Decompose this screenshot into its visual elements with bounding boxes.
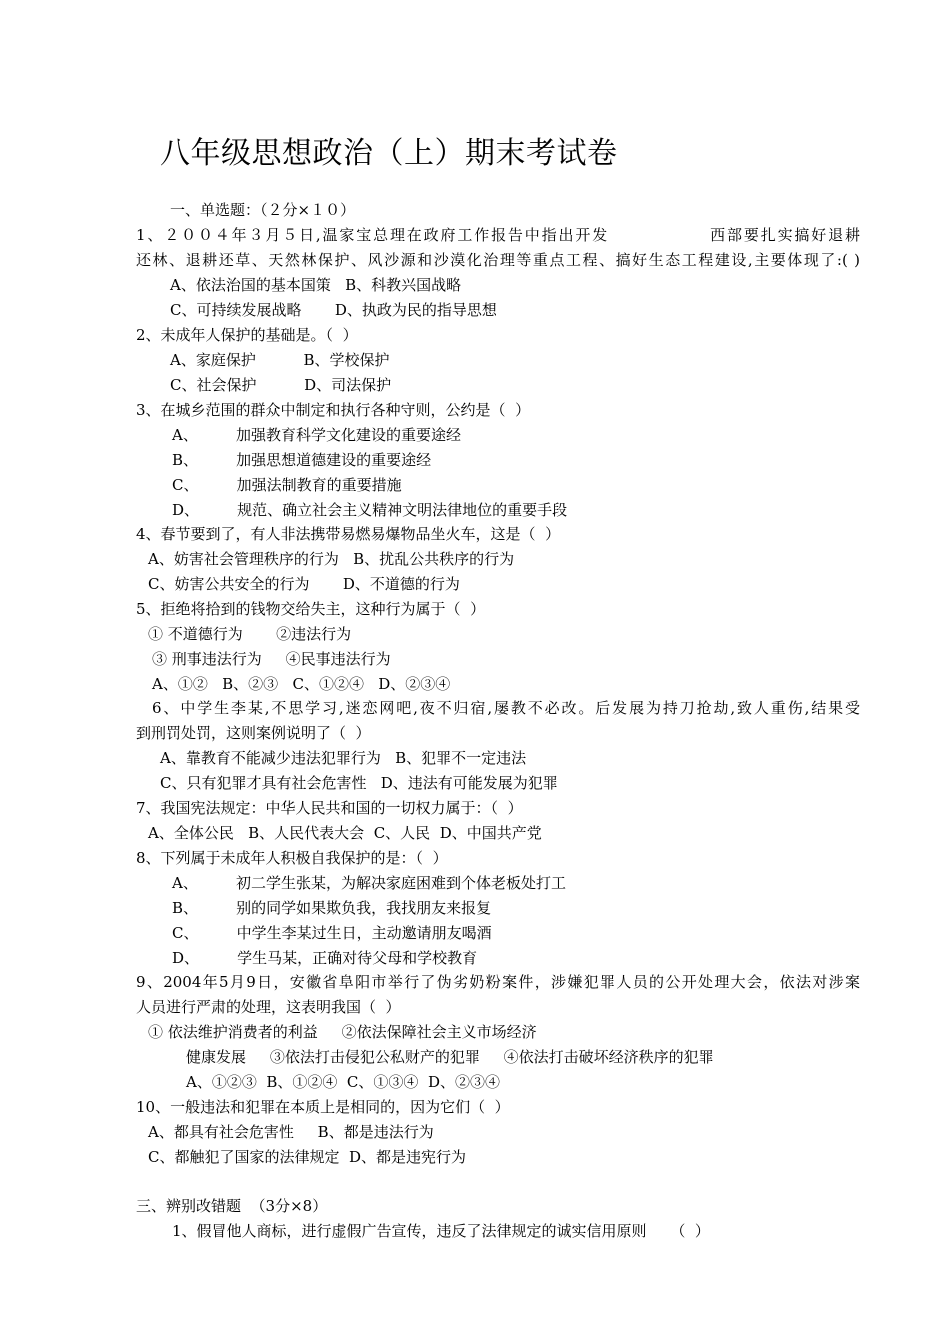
- question-9-statements-12: ① 依法维护消费者的利益 ②依法保障社会主义市场经济: [148, 1023, 537, 1041]
- question-10-stem: 10、一般违法和犯罪在本质上是相同的，因为它们（ ）: [136, 1098, 510, 1116]
- section-heading-single-choice: 一、单选题：（２分×１０）: [170, 201, 356, 219]
- question-1-options-ab: A、依法治国的基本国策 B、科教兴国战略: [170, 276, 462, 294]
- question-5-statements-12: ① 不道德行为 ②违法行为: [148, 625, 352, 643]
- correction-item-1: 1、假冒他人商标，进行虚假广告宣传，违反了法律规定的诚实信用原则 （ ）: [172, 1222, 710, 1240]
- question-9-statements-34: 健康发展 ③依法打击侵犯公私财产的犯罪 ④依法打击破坏经济秩序的犯罪: [186, 1048, 714, 1066]
- question-9-choices: A、①②③ B、①②④ C、①③④ D、②③④: [186, 1073, 500, 1091]
- question-8-option-b: B、 别的同学如果欺负我，我找朋友来报复: [172, 899, 492, 917]
- question-9-line-2: 人员进行严肃的处理，这表明我国（ ）: [136, 998, 401, 1016]
- question-2-options-ab: A、家庭保护 B、学校保护: [170, 351, 390, 369]
- question-3-option-a: A、 加强教育科学文化建设的重要途经: [172, 426, 461, 444]
- question-6-line-2: 到刑罚处罚，这则案例说明了（ ）: [136, 724, 371, 742]
- question-5-statements-34: ③ 刑事违法行为 ④民事违法行为: [152, 650, 391, 668]
- question-3-option-c: C、 加强法制教育的重要措施: [172, 476, 402, 494]
- question-2-options-cd: C、社会保护 D、司法保护: [170, 376, 392, 394]
- question-3-stem: 3、在城乡范围的群众中制定和执行各种守则，公约是（ ）: [136, 401, 531, 419]
- question-6-options-cd: C、只有犯罪才具有社会危害性 D、违法有可能发展为犯罪: [160, 774, 558, 792]
- question-9-line-1: 9、2004年5月9日，安徽省阜阳市举行了伪劣奶粉案件，涉嫌犯罪人员的公开处理大会，依法对涉案: [136, 973, 860, 991]
- question-3-option-d: D、 规范、确立社会主义精神文明法律地位的重要手段: [172, 501, 568, 519]
- question-7-options: A、全体公民 B、人民代表大会 C、人民 D、中国共产党: [148, 824, 542, 842]
- question-4-stem: 4、春节要到了，有人非法携带易燃易爆物品坐火车，这是（ ）: [136, 525, 561, 543]
- exam-title: 八年级思想政治（上）期末考试卷: [160, 136, 618, 171]
- question-8-stem: 8、下列属于未成年人积极自我保护的是：（ ）: [136, 849, 448, 867]
- question-6-line-1: 6、中学生李某,不思学习,迷恋网吧,夜不归宿,屡教不必改。后发展为持刀抢劫,致人重伤,结果受: [152, 699, 860, 717]
- question-4-options-cd: C、妨害公共安全的行为 D、不道德的行为: [148, 575, 460, 593]
- question-10-options-cd: C、都触犯了国家的法律规定 D、都是违宪行为: [148, 1148, 467, 1166]
- question-4-options-ab: A、妨害社会管理秩序的行为 B、扰乱公共秩序的行为: [148, 550, 515, 568]
- question-8-option-c: C、 中学生李某过生日，主动邀请朋友喝酒: [172, 924, 492, 942]
- section-heading-true-false-correction: 三、辨别改错题 （3分×8）: [136, 1197, 328, 1215]
- question-3-option-b: B、 加强思想道德建设的重要途经: [172, 451, 432, 469]
- question-1-line-2: 还林、退耕还草、天然林保护、风沙源和沙漠化治理等重点工程、搞好生态工程建设,主要体现了:( ): [136, 251, 860, 269]
- question-1-options-cd: C、可持续发展战略 D、执政为民的指导思想: [170, 301, 497, 319]
- question-1-line-1: 1、２００４年３月５日,温家宝总理在政府工作报告中指出开发 西部要扎实搞好退耕: [136, 226, 860, 244]
- question-10-options-ab: A、都具有社会危害性 B、都是违法行为: [148, 1123, 434, 1141]
- question-6-options-ab: A、靠教育不能减少违法犯罪行为 B、犯罪不一定违法: [160, 749, 527, 767]
- question-5-choices: A、①② B、②③ C、①②④ D、②③④: [152, 675, 451, 693]
- question-5-stem: 5、拒绝将拾到的钱物交给失主，这种行为属于（ ）: [136, 600, 486, 618]
- question-8-option-d: D、 学生马某，正确对待父母和学校教育: [172, 949, 478, 967]
- question-7-stem: 7、我国宪法规定：中华人民共和国的一切权力属于：（ ）: [136, 799, 523, 817]
- question-2-stem: 2、未成年人保护的基础是。（ ）: [136, 326, 358, 344]
- question-8-option-a: A、 初二学生张某，为解决家庭困难到个体老板处打工: [172, 874, 566, 892]
